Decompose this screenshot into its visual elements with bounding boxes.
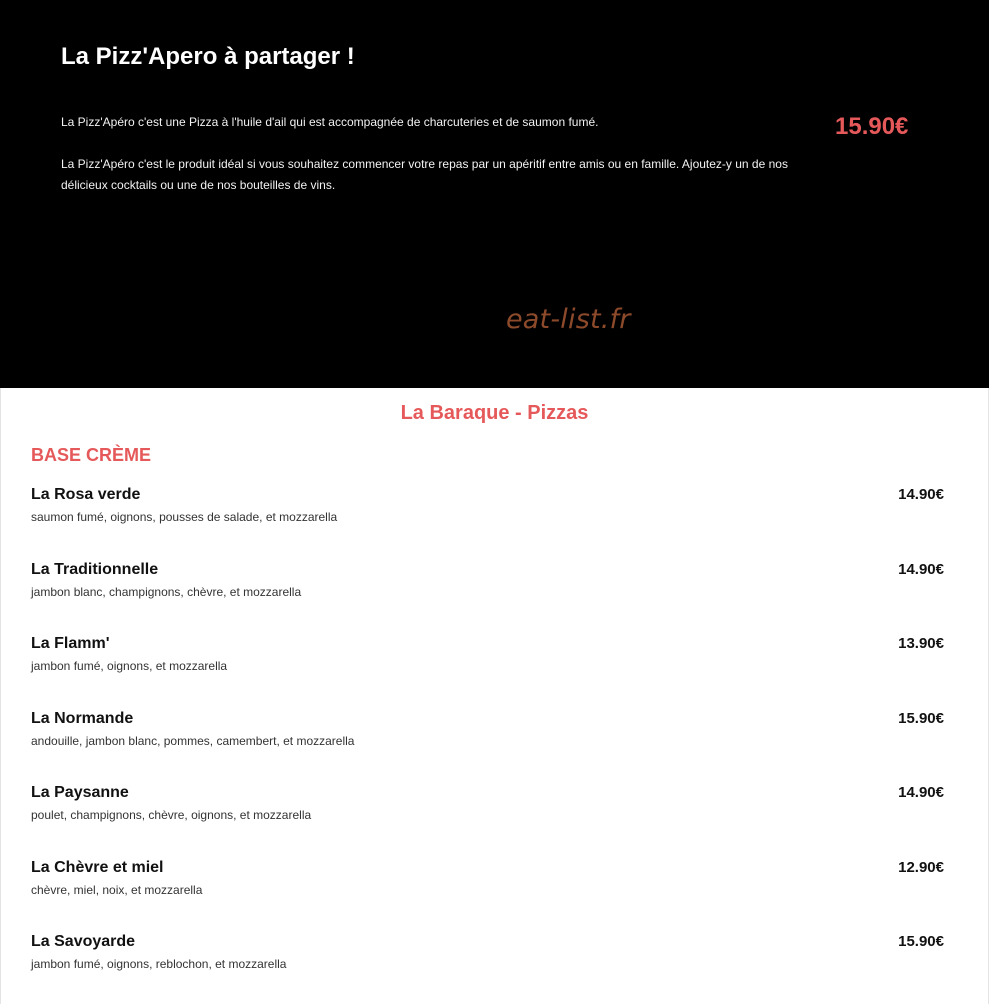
menu-item-description: jambon blanc, champignons, chèvre, et mozzarella [31,584,302,599]
menu-item-name: La Flamm' [31,635,110,652]
menu-item [31,782,944,857]
menu-item-description: chèvre, miel, noix, et mozzarella [31,882,203,897]
menu-item-description: saumon fumé, oignons, pousses de salade, et mozzarella [31,510,338,524]
menu-item-name: La Chèvre et miel [31,858,164,876]
menu-item-description: jambon fumé, oignons, reblochon, et mozzarella [31,957,287,971]
menu-item-price: 14.90€ [898,784,944,801]
menu-item-price: 13.90€ [898,635,944,652]
menu-item-price: 15.90€ [898,709,944,727]
menu-item [31,931,944,1006]
menu-title: La Baraque - Pizzas [400,402,589,424]
section-title: BASE CRÈME [31,445,152,465]
watermark: eat-list.fr [506,304,631,335]
menu-item-price: 15.90€ [898,933,944,950]
menu-item-name: La Rosa verde [31,486,141,503]
apero-paragraph-2: La Pizz'Apéro c'est le produit idéal si vous souhaitez commencer votre repas par un apéritif entre amis ou en famille. Ajoutez-y un de nos délicieux cocktails ou une de nos bouteilles de vins. [61,157,788,192]
menu-item-name: La Traditionnelle [31,560,159,578]
menu-item [31,857,944,932]
menu-item [31,559,944,634]
menu-item-price: 14.90€ [898,486,944,503]
apero-paragraph-1: La Pizz'Apéro c'est une Pizza à l'huile d'ail qui est accompagnée de charcuteries et de saumon fumé. [61,115,599,129]
menu-panel [0,388,989,1004]
menu-item [31,633,944,708]
menu-item [31,708,944,783]
apero-price: 15.90€ [835,113,909,140]
apero-banner [0,0,989,388]
menu-item-description: poulet, champignons, chèvre, oignons, et mozzarella [31,808,312,822]
menu-item-name: La Paysanne [31,784,129,801]
menu-item-price: 12.90€ [898,858,944,876]
menu-item-description: jambon fumé, oignons, et mozzarella [31,659,228,673]
apero-title: La Pizz'Apero à partager ! [61,43,355,70]
menu-item-description: andouille, jambon blanc, pommes, camembert, et mozzarella [31,733,355,748]
menu-item [31,484,944,559]
menu-items-list [31,484,944,1006]
menu-item-name: La Savoyarde [31,933,136,950]
menu-item-price: 14.90€ [898,560,944,578]
menu-item-name: La Normande [31,709,134,727]
apero-description [61,112,801,217]
